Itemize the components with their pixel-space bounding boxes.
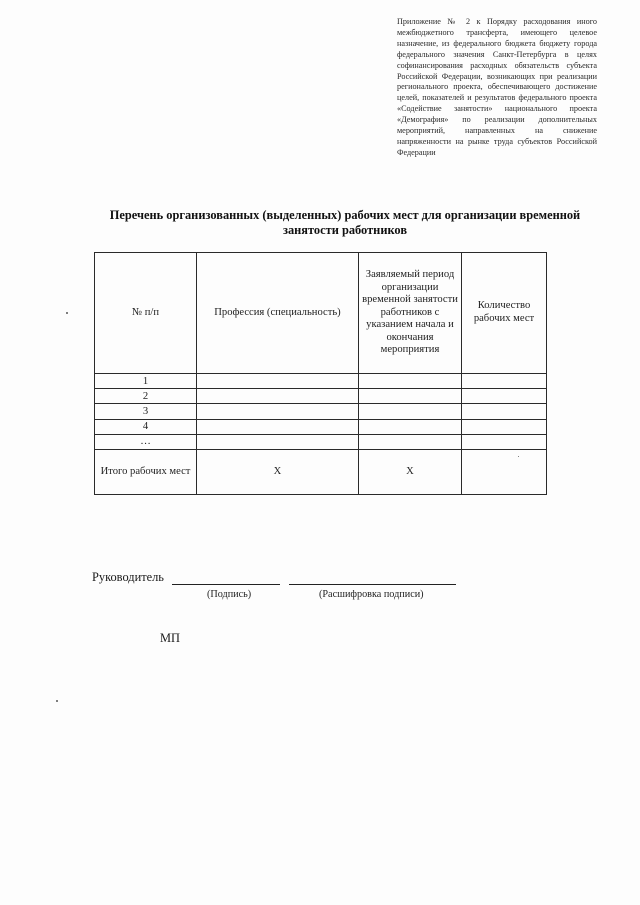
table-row — [95, 419, 547, 434]
row-period — [359, 419, 462, 434]
row-period — [359, 389, 462, 404]
row-profession — [197, 374, 359, 389]
scan-speck — [66, 312, 68, 314]
workplaces-table-container — [94, 252, 547, 495]
row-count — [462, 419, 547, 434]
appendix-note: Приложение № 2 к Порядку расходования иного межбюджетного трансферта, имеющего целевое назначение, из федерального бюджета бюджету города федерального значения Санкт-Петербурга в целях софинансирования расходных обязательств субъекта Российской Федерации, возникающих при реализации регионального проекта, обеспечивающего достижение целей, показателей и результатов федерального проекта «Содействие занятости» национального проекта «Демография» по реализации дополнительных мероприятий, направленных на снижение напряженности на рынке труда субъектов Российской Федерации — [397, 17, 597, 157]
row-num: 1 — [95, 374, 197, 389]
row-count — [462, 404, 547, 419]
table-row — [95, 389, 547, 404]
total-profession-mark: Х — [197, 449, 359, 494]
table-row — [95, 404, 547, 419]
row-profession — [197, 419, 359, 434]
table-row — [95, 434, 547, 449]
row-profession — [197, 404, 359, 419]
row-num: 4 — [95, 419, 197, 434]
total-count — [462, 449, 547, 494]
row-profession — [197, 389, 359, 404]
header-profession-label: Профессия (специальность) — [214, 306, 341, 318]
workplaces-table — [94, 252, 547, 495]
header-count — [462, 253, 547, 374]
signature-line[interactable] — [172, 584, 280, 585]
stamp-place-label: МП — [160, 631, 180, 645]
table-total-row — [95, 449, 547, 494]
row-count — [462, 434, 547, 449]
table-header-row — [95, 253, 547, 374]
row-count — [462, 389, 547, 404]
row-num: 2 — [95, 389, 197, 404]
row-period — [359, 434, 462, 449]
signature-decoding-line[interactable] — [289, 584, 456, 585]
row-num: 3 — [95, 404, 197, 419]
signature-label: Руководитель — [92, 570, 164, 584]
scan-speck — [518, 456, 519, 457]
decoding-caption: (Расшифровка подписи) — [319, 589, 424, 600]
table-row — [95, 374, 547, 389]
header-count-label: Количество рабочих мест — [473, 300, 535, 324]
document-title: Перечень организованных (выделенных) рабочих мест для организации временной занятости работников — [109, 208, 581, 237]
header-profession — [197, 253, 359, 374]
header-period — [359, 253, 462, 374]
header-num-label: № п/п — [131, 306, 160, 318]
row-count — [462, 374, 547, 389]
scan-speck — [56, 700, 58, 702]
row-profession — [197, 434, 359, 449]
total-label: Итого рабочих мест — [95, 449, 197, 494]
header-period-label: Заявляемый период организации временной занятости работников с указанием начала и окончания мероприятия — [362, 268, 458, 356]
total-period-mark: Х — [359, 449, 462, 494]
row-period — [359, 404, 462, 419]
signature-caption: (Подпись) — [207, 589, 252, 600]
row-num: … — [95, 434, 197, 449]
row-period — [359, 374, 462, 389]
header-num — [95, 253, 197, 374]
